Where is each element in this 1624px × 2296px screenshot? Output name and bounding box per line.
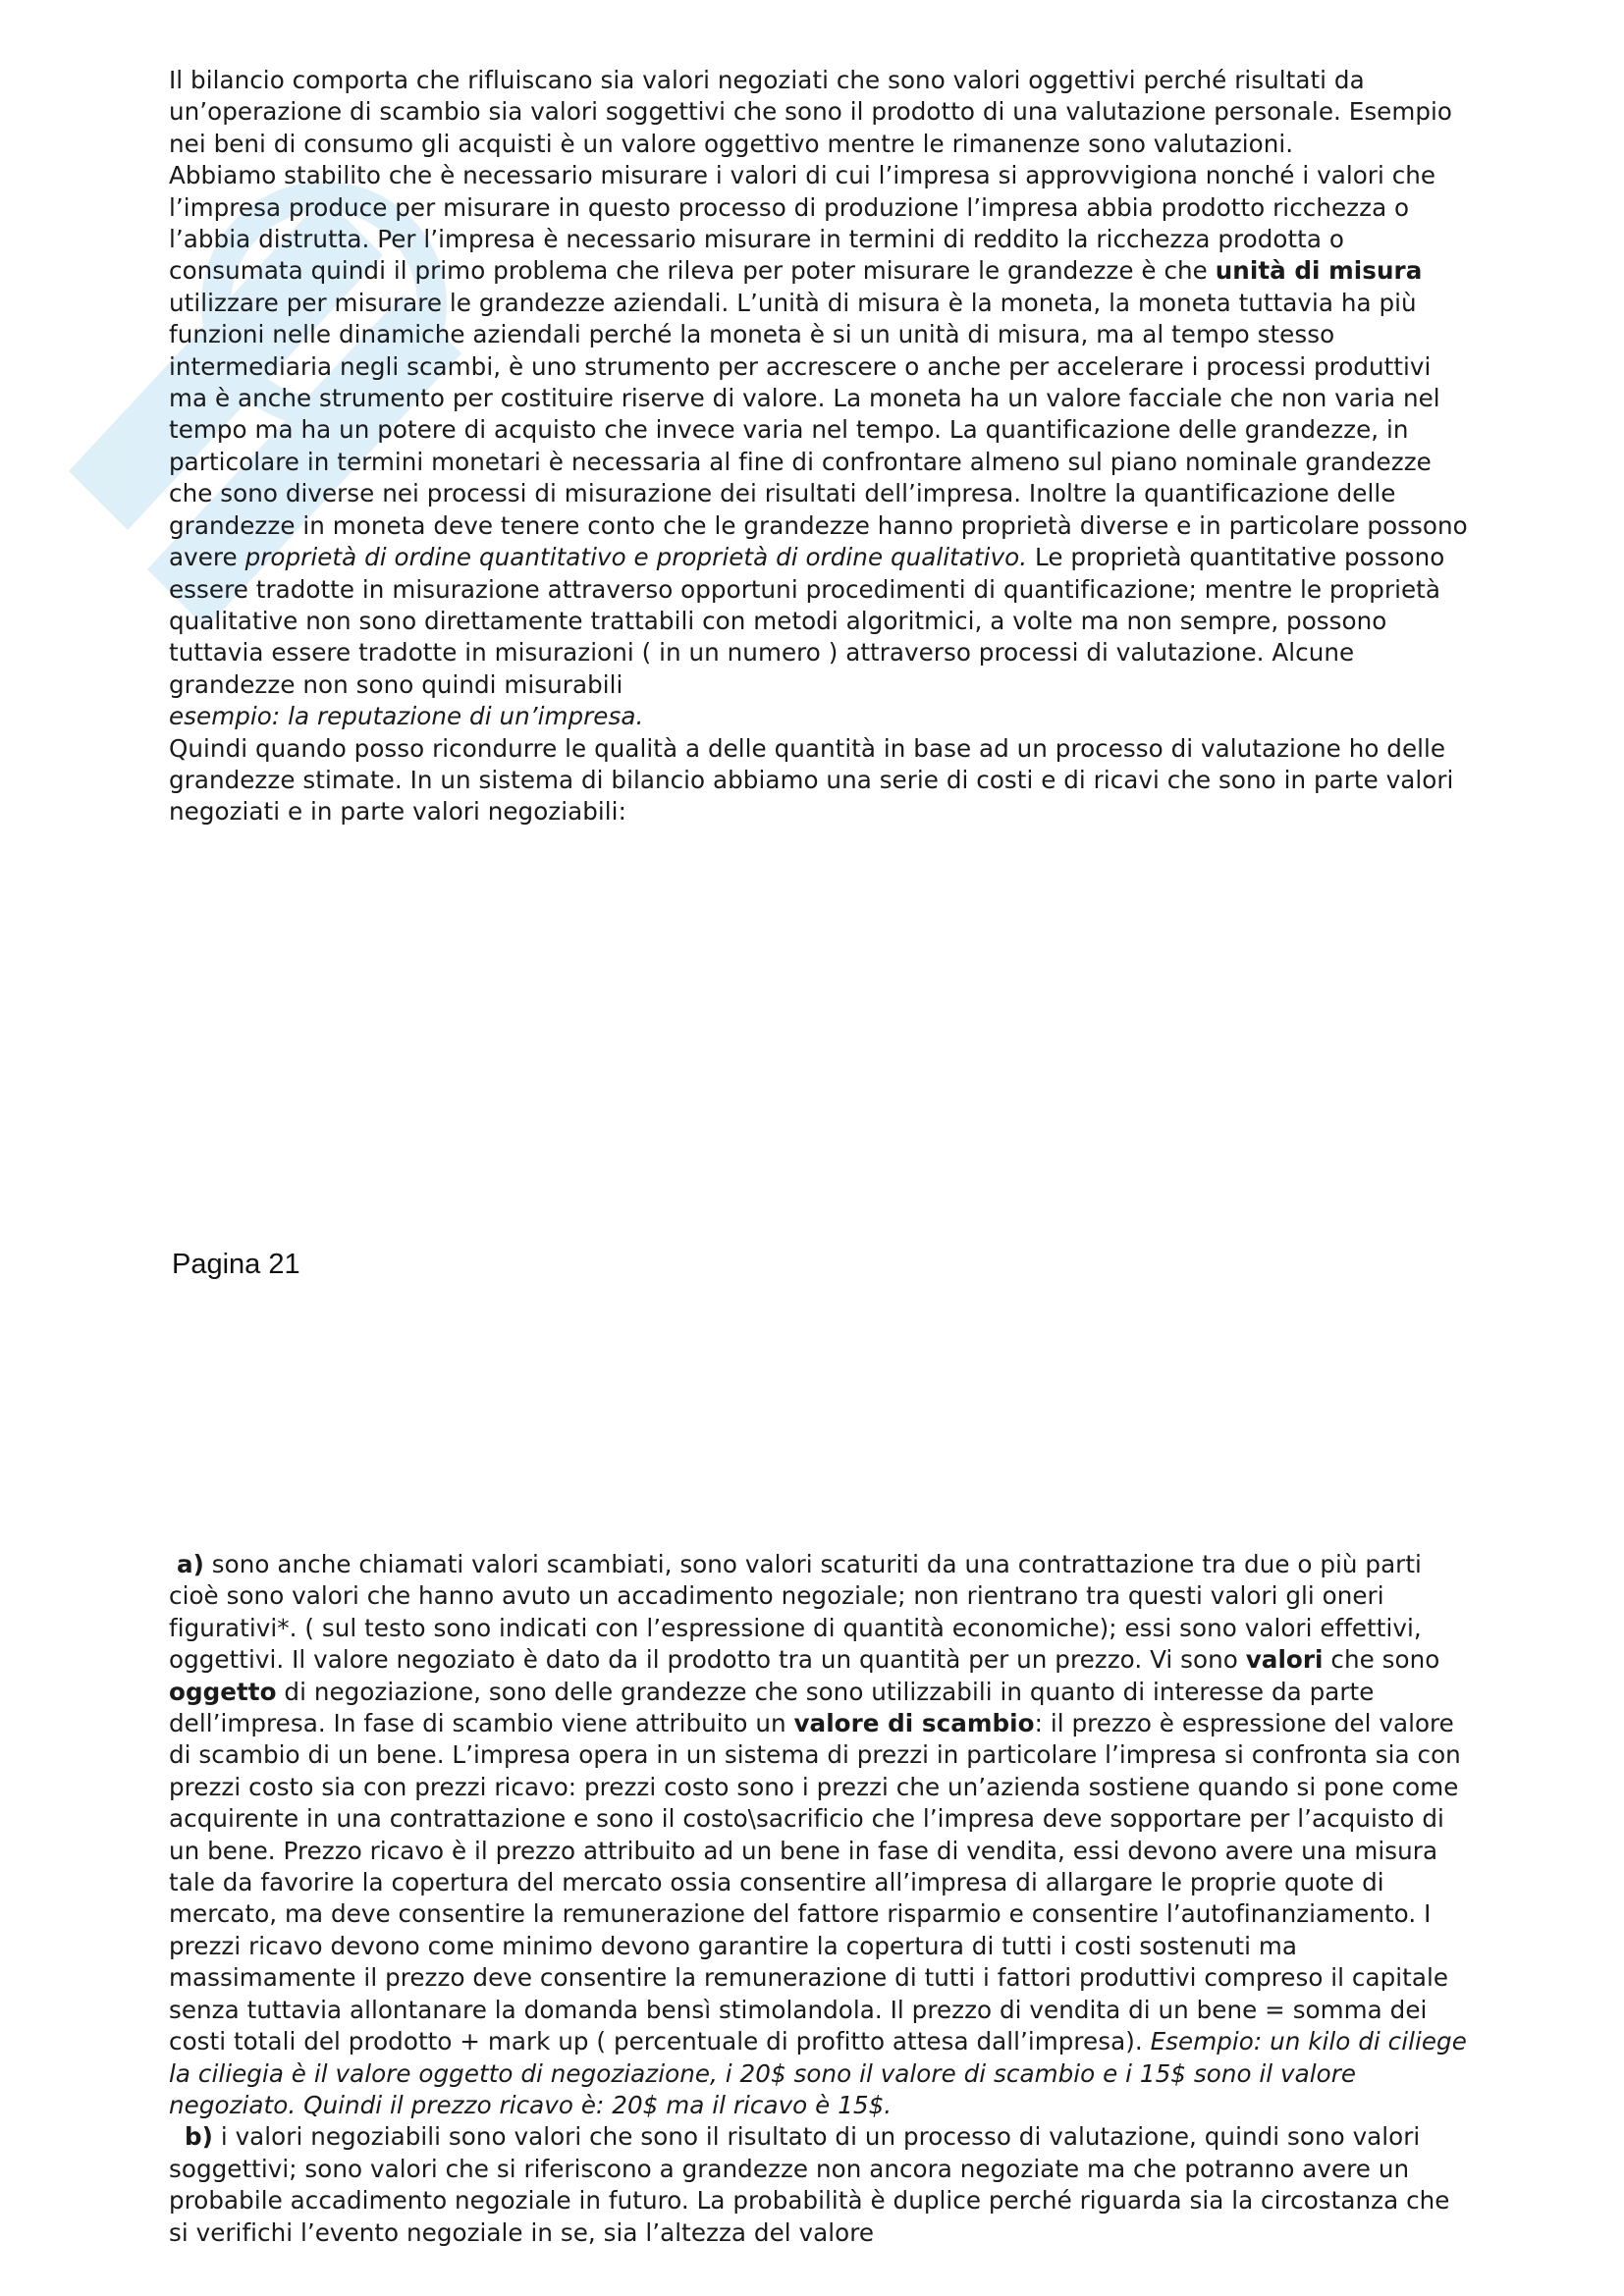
bold-term: valore di scambio <box>793 1709 1035 1738</box>
paragraph-negotiable-values <box>169 2121 1475 2249</box>
text-run: Le proprietà quantitative possono essere tradotte in misurazione attraverso opportuni procedimenti di quantificazione; mentre le proprietà qualitative non sono direttamente trattabili con metodi algoritmici, a volte ma non sempre, possono tuttavia essere tradotte in misurazioni ( in un numero ) attraverso processi di valutazione. Alcune grandezze non sono quindi misurabili <box>169 543 1445 699</box>
text-block-top <box>169 65 1475 828</box>
text-run: : il prezzo è espressione del valore di scambio di un bene. L’impresa opera in un sistema di prezzi in particolare l’impresa si confronta sia con prezzi costo sia con prezzi ricavo: prezzi costo sono i prezzi che un’azienda sostiene quando si pone come acquirente in una contrattazione e sono il costo\sacrificio che l’impresa deve sopportare per l’acquisto di un bene. Prezzo ricavo è il prezzo attribuito ad un bene in fase di vendita, essi devono avere una misura tale da favorire la copertura del mercato ossia consentire all’impresa di allargare le proprie quote di mercato, ma deve consentire la remunerazione del fattore risparmio e consentire l’autofinanziamento. I prezzi ricavo devono come minimo devono garantire la copertura di tutti i costi sostenuti ma massimamente il prezzo deve consentire la remunerazione di tutti i fattori produttivi compreso il capitale senza tuttavia allontanare la domanda bensì stimolandola. Il prezzo di vendita di un bene = somma dei costi totali del prodotto + mark up ( percentuale di profitto attesa dall’impresa). <box>169 1709 1461 2056</box>
bold-term: oggetto <box>169 1677 277 1706</box>
page-number: Pagina 21 <box>172 1249 300 1280</box>
text-run: che sono <box>1323 1645 1440 1675</box>
list-label-b: b) <box>185 2122 213 2152</box>
text-run: sono anche chiamati valori scambiati, sono valori scaturiti da una contrattazione tra due o più parti cioè sono valori che hanno avuto un accadimento negoziale; non rientrano tra questi valori gli oneri figurativi*. ( sul testo sono indicati con l’espressione di quantità economiche); essi sono valori effettivi, oggettivi. Il valore negoziato è dato da il prodotto tra un quantità per un prezzo. Vi sono <box>169 1550 1422 1675</box>
text-run: i valori negoziabili sono valori che sono il risultato di un processo di valutazione, quindi sono valori soggettivi; sono valori che si riferiscono a grandezze non ancora negoziate ma che potranno avere un probabile accadimento negoziale in futuro. La probabilità è duplice perché riguarda sia la circostanza che si verifichi l’evento negoziale in se, sia l’altezza del valore <box>169 2122 1450 2247</box>
paragraph-measurement <box>169 160 1475 732</box>
paragraph-intro: Il bilancio comporta che rifluiscano sia valori negoziati che sono valori oggettivi perché risultati da un’operazione di scambio sia valori soggettivi che sono il prodotto di una valutazione personale. Esempio nei beni di consumo gli acquisti è un valore oggettivo mentre le rimanenze sono valutazioni. <box>169 66 1453 158</box>
bold-term-unit: unità di misura <box>1215 256 1423 286</box>
italic-example: Esempio: un kilo di ciliege la ciliegia è il valore oggetto di negoziazione, i 20$ sono il valore di scambio e i 15$ sono il valore negoziato. Quindi il prezzo ricavo è: 20$ ma il ricavo è 15$. <box>169 2027 1467 2119</box>
bold-term: valori <box>1245 1645 1324 1675</box>
text-run: utilizzare per misurare le grandezze aziendali. L’unità di misura è la moneta, la moneta tuttavia ha più funzioni nelle dinamiche aziendali perché la moneta è si un unità di misura, ma al tempo stesso intermediaria negli scambi, è uno strumento per accrescere o anche per accelerare i processi produttivi ma è anche strumento per costituire riserve di valore. La moneta ha un valore facciale che non varia nel tempo ma ha un potere di acquisto che invece varia nel tempo. La quantificazione delle grandezze, in particolare in termini monetari è necessaria al fine di confrontare almeno sul piano nominale grandezze che sono diverse nei processi di misurazione dei risultati dell’impresa. Inoltre la quantificazione delle grandezze in moneta deve tenere conto che le grandezze hanno proprietà diverse e in particolare possono avere <box>169 288 1468 572</box>
paragraph-estimated: Quindi quando posso ricondurre le qualità a delle quantità in base ad un processo di valutazione ho delle grandezze stimate. In un sistema di bilancio abbiamo una serie di costi e di ricavi che sono in parte valori negoziati e in parte valori negoziabili: <box>169 733 1454 827</box>
italic-properties: proprietà di ordine quantitativo e proprietà di ordine qualitativo. <box>244 543 1028 572</box>
text-block-bottom <box>169 1549 1475 2249</box>
text-run: Abbiamo stabilito che è necessario misurare i valori di cui l’impresa si approvvigiona nonché i valori che l’impresa produce per misurare in questo processo di produzione l’impresa abbia prodotto ricchezza o l’abbia distrutta. Per l’impresa è necessario misurare in termini di reddito la ricchezza prodotta o consumata quindi il primo problema che rileva per poter misurare le grandezze è che <box>169 161 1436 286</box>
italic-example: esempio: la reputazione di un’impresa. <box>169 702 644 731</box>
text-run: di negoziazione, sono delle grandezze che sono utilizzabili in quanto di interesse da parte dell’impresa. In fase di scambio viene attribuito un <box>169 1677 1375 1738</box>
paragraph-negotiated-values <box>169 1549 1475 2121</box>
list-label-a: a) <box>177 1550 204 1578</box>
